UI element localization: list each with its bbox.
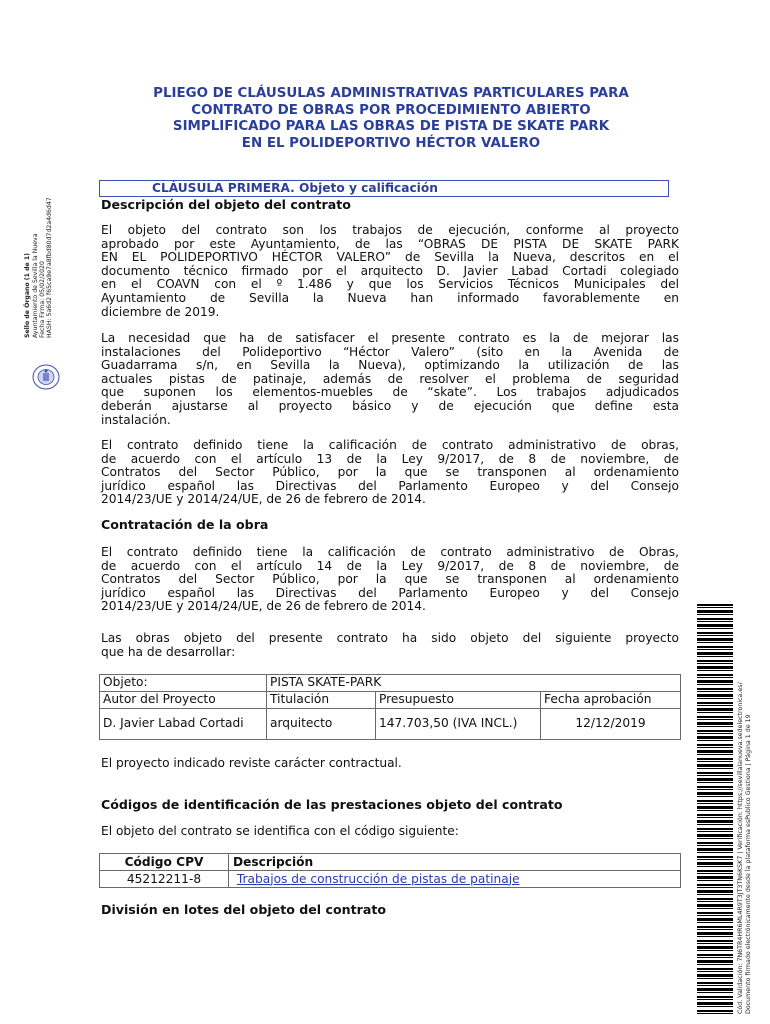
paragraph-proyecto [101, 632, 679, 659]
clause-heading: CLÁUSULA PRIMERA. Objeto y calificación [152, 181, 438, 195]
table-cell: PISTA SKATE-PARK [267, 675, 681, 692]
table-header-cell: Titulación [267, 692, 376, 709]
stamp-line: HASH: 5a6d2 f65ca9e7a8fbd80d7d2a4d6d47 [46, 197, 53, 338]
paragraph-calificacion [101, 439, 679, 507]
paragraph-line: Las obras objeto del presente contrato ha sido objeto del siguiente proyecto [101, 631, 679, 645]
title-line: SIMPLIFICADO PARA LAS OBRAS DE PISTA DE SKATE PARK [172, 119, 610, 134]
section-heading-division: División en lotes del objeto del contrato [101, 902, 386, 917]
section-heading-contratacion: Contratación de la obra [101, 517, 269, 532]
table-row [100, 692, 681, 709]
paragraph-line: en el COAVN con el º 1.486 y que los Servicios Técnicos Municipales del [101, 277, 679, 292]
table-cell [229, 871, 681, 888]
clause-heading-box [99, 180, 669, 197]
paragraph-line: El objeto del contrato son los trabajos de ejecución, conforme al proyecto [101, 223, 679, 237]
paragraph-line: aprobado por este Ayuntamiento, de las “OBRAS DE PISTA DE SKATE PARK [101, 236, 679, 251]
paragraph-line: Contratos del Sector Público, por la que se transponen al ordenamiento [101, 572, 679, 587]
section-heading-descripcion: Descripción del objeto del contrato [101, 197, 351, 212]
paragraph-line: Contratos del Sector Público, por la que se transponen al ordenamiento [101, 465, 679, 480]
document-title [100, 86, 682, 152]
cpv-table [99, 853, 681, 888]
paragraph-line: El contrato definido tiene la calificación de contrato administrativo de Obras, [101, 545, 679, 559]
stamp-line: Fecha Firma: 05/02/2020 [39, 261, 46, 338]
table-cell: 12/12/2019 [541, 709, 681, 740]
cpv-description-link[interactable]: Trabajos de construcción de pistas de patinaje [236, 871, 520, 886]
paragraph-line: EN EL POLIDEPORTIVO HÉCTOR VALERO” de Sevilla la Nueva, descritos en el [101, 250, 679, 265]
paragraph-line: instalaciones del Polideportivo “Héctor Valero” (sito en la Avenida de [101, 344, 679, 359]
paragraph-line: El contrato definido tiene la calificación de contrato administrativo de obras, [101, 438, 679, 452]
paragraph-line: actuales pistas de patinaje, además de resolver el problema de seguridad [101, 371, 679, 386]
title-line: EN EL POLIDEPORTIVO HÉCTOR VALERO [241, 135, 541, 151]
table-row [100, 871, 681, 888]
verification-line: Documento firmado electrónicamente desde la plataforma esPublico Gestiona | Página 1 de 19 [745, 714, 752, 1014]
paragraph-line: instalación. [101, 412, 171, 427]
table-cell: Objeto: [100, 675, 267, 692]
project-table [99, 674, 681, 740]
table-row [100, 675, 681, 692]
table-header-cell: Código CPV [100, 854, 229, 871]
paragraph-line: de acuerdo con el artículo 13 de la Ley 9/2017, de 8 de noviembre, de [101, 451, 679, 466]
paragraph-line: diciembre de 2019. [101, 304, 220, 319]
section-heading-codigos: Códigos de identificación de las prestaciones objeto del contrato [101, 797, 563, 812]
table-header-cell: Descripción [229, 854, 681, 871]
signature-stamp [24, 190, 68, 345]
paragraph-line: La necesidad que ha de satisfacer el presente contrato es la de mejorar las [101, 331, 679, 345]
paragraph-line: El proyecto indicado reviste carácter contractual. [101, 756, 402, 770]
table-row [100, 854, 681, 871]
title-line: PLIEGO DE CLÁUSULAS ADMINISTRATIVAS PARTICULARES PARA [153, 86, 629, 101]
paragraph-line: El objeto del contrato se identifica con el código siguiente: [101, 824, 459, 838]
stamp-line: Ayuntamiento de Sevilla la Nueva [32, 233, 39, 338]
cpv-code: 45212211-8 [100, 871, 229, 888]
paragraph-necesidad [101, 332, 679, 427]
paragraph-line: que suponen los elementos-muebles de “skate”. Los trabajos adjudicados [101, 385, 679, 400]
table-row [100, 709, 681, 740]
official-seal-icon [31, 363, 61, 391]
paragraph-line: 2014/23/UE y 2014/24/UE, de 26 de febrero de 2014. [101, 492, 426, 507]
table-header-cell: Fecha aprobación [541, 692, 681, 709]
paragraph-line: jurídico español las Directivas del Parlamento Europeo y del Consejo [101, 478, 679, 493]
paragraph-codigo [101, 825, 679, 839]
title-line: CONTRATO DE OBRAS POR PROCEDIMIENTO ABIERTO [191, 102, 591, 118]
stamp-line: Sello de Órgano (1 de 1) [24, 252, 31, 338]
paragraph-line: que ha de desarrollar: [101, 644, 236, 659]
paragraph-line: 2014/23/UE y 2014/24/UE, de 26 de febrero de 2014. [101, 599, 426, 614]
paragraph-line: deberán ajustarse al proyecto básico y de ejecución que define esta [101, 398, 679, 413]
paragraph-contratacion [101, 546, 679, 614]
paragraph-line: documento técnico firmado por el arquitecto D. Javier Labad Cortadi colegiado [101, 263, 679, 278]
table-cell: arquitecto [267, 709, 376, 740]
paragraph-line: Guadarrama s/n, en Sevilla la Nueva), optimizando la utilización de las [101, 358, 679, 373]
table-cell: 147.703,50 (IVA INCL.) [376, 709, 541, 740]
paragraph-line: Ayuntamiento de Sevilla la Nueva han informado favorablemente en [101, 290, 679, 305]
paragraph-line: jurídico español las Directivas del Parlamento Europeo y del Consejo [101, 585, 679, 600]
barcode-icon [697, 604, 733, 1016]
verification-line: Cód. Validación: 7N6TR4HR6ML4R9T3JT3TN6KSK7 | Verificación: https://sevillalanueva.sedelectronica.es/ [737, 682, 744, 1014]
table-cell: D. Javier Labad Cortadi [100, 709, 267, 740]
paragraph-objeto [101, 224, 679, 319]
paragraph-line: de acuerdo con el artículo 14 de la Ley 9/2017, de 8 de noviembre, de [101, 558, 679, 573]
paragraph-caracter [101, 757, 679, 771]
table-header-cell: Autor del Proyecto [100, 692, 267, 709]
table-header-cell: Presupuesto [376, 692, 541, 709]
